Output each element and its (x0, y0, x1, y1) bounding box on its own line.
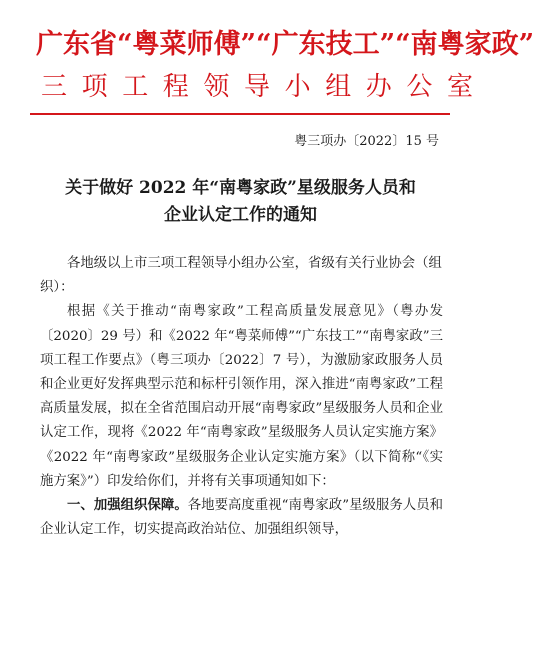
addressee-line1: 各地级以上市三项工程领导小组办公室，省级有关行业协会（组 (67, 256, 442, 271)
addressee-line2: 织）： (40, 280, 74, 296)
document-number: 粤三项办〔2022〕15 号 (294, 134, 439, 149)
red-divider-rule (30, 113, 450, 115)
document-title (0, 175, 481, 229)
document-body (40, 252, 443, 542)
section-1-text: 各地要高度重视“南粤家政”星级服务人员和企业认定工作，切实提高政治站位、加强组织领导， (40, 498, 443, 538)
issuer-header-line2: 三项工程领导小组办公室 (41, 72, 488, 102)
paragraph-basis: 根据《关于推动“南粤家政”工程高质量发展意见》（粤办发〔2020〕29 号）和《2022 年“粤菜师傅”“广东技工”“南粤家政”三项工程工作要点》（粤三项办〔2022〕7 号），为激励家政服务人员和企业更好发挥典型示范和标杆引领作用，深入推进“南粤家政”工程高质量发展，拟在全省范围启动开展“南粤家政”星级服务人员和企业认定工作，现将《2022 年“南粤家政”星级服务人员认定实施方案》《2022 年“南粤家政”星级服务企业认定实施方案》（以下简称“《实施方案》”）印发给你们，并将有关事项通知如下： (40, 304, 443, 489)
section-1-heading: 一、加强组织保障。 (67, 498, 188, 514)
section-1-paragraph (40, 494, 443, 542)
title-line1: 关于做好 2022 年“南粤家政”星级服务人员和 (65, 178, 416, 198)
title-line2: 企业认定工作的通知 (164, 205, 317, 225)
issuer-header-line1: 广东省“粤菜师傅”“广东技工”“南粤家政” (36, 29, 534, 60)
